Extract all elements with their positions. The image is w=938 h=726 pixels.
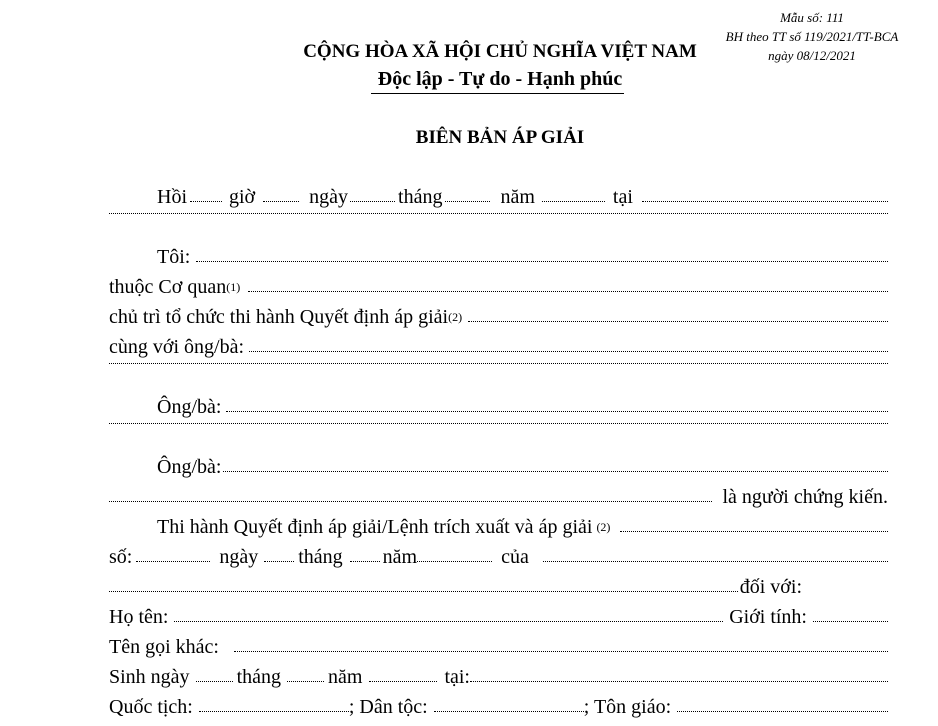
month-field[interactable] <box>445 200 490 202</box>
label-toi: Tôi: <box>157 246 191 268</box>
ethnicity-field[interactable] <box>434 710 584 712</box>
companion-continuation-row <box>109 363 888 391</box>
companion-field[interactable] <box>249 350 888 352</box>
label-tai: tại <box>612 186 633 208</box>
form-date: ngày 08/12/2021 <box>768 48 856 63</box>
birth-day-field[interactable] <box>196 680 233 682</box>
label-thi-hanh: Thi hành Quyết định áp giải/Lệnh trích xuất và áp giải <box>157 516 593 538</box>
label-sinh-ngay: Sinh ngày <box>109 666 190 688</box>
form-legal-basis: BH theo TT số 119/2021/TT-BCA <box>725 29 899 44</box>
label-ton-giao: ; Tôn giáo: <box>583 696 672 718</box>
label-cung-voi: cùng với ông/bà: <box>109 336 244 358</box>
label-ngay: ngày <box>309 186 349 208</box>
agency-field[interactable] <box>248 290 888 292</box>
decision-month-field[interactable] <box>350 560 380 562</box>
birth-row <box>109 663 888 691</box>
label-ngay-2: ngày <box>219 546 259 568</box>
gender-field[interactable] <box>813 620 888 622</box>
companion-row <box>109 333 888 361</box>
label-tai-2: tại: <box>444 666 470 688</box>
person1-field-continued[interactable] <box>109 422 888 424</box>
label-ong-ba-2: Ông/bà: <box>157 456 222 478</box>
place-field[interactable] <box>642 200 888 202</box>
person1-row <box>157 393 888 421</box>
label-hoi: Hồi <box>157 186 187 208</box>
label-doi-voi: đối với: <box>739 576 802 598</box>
name-gender-row <box>109 603 888 631</box>
label-ong-ba-1: Ông/bà: <box>157 396 222 418</box>
time-place-row <box>157 183 888 211</box>
birth-year-field[interactable] <box>369 680 437 682</box>
label-ho-ten: Họ tên: <box>109 606 169 628</box>
label-thang-2: tháng <box>298 546 343 568</box>
place-continuation-row <box>109 213 888 241</box>
label-thuoc-co-quan: thuộc Cơ quan <box>109 276 227 298</box>
label-nam: năm <box>500 186 535 208</box>
form-number: Mẫu số: 111 <box>780 10 844 25</box>
national-title: CỘNG HÒA XÃ HỘI CHỦ NGHĨA VIỆT NAM <box>303 41 697 62</box>
decision-number-field[interactable] <box>136 560 210 562</box>
label-gioi-tinh: Giới tính: <box>729 606 807 628</box>
label-chung-kien: là người chứng kiến. <box>722 486 888 508</box>
decision-field[interactable] <box>468 320 888 322</box>
minute-field[interactable] <box>263 200 299 202</box>
execution-row: Thi hành Quyết định áp giải/Lệnh trích xuất và áp giải $^{(2)}$ <box>157 513 888 541</box>
full-name-field[interactable] <box>174 620 723 622</box>
witness-row <box>109 483 888 511</box>
day-field[interactable] <box>350 200 395 202</box>
issuer-field[interactable] <box>543 560 888 562</box>
person2-row <box>157 453 888 481</box>
label-chu-tri: chủ trì tổ chức thi hành Quyết định áp giải <box>109 306 449 328</box>
birthplace-field[interactable] <box>470 680 888 682</box>
nationality-row <box>109 693 888 721</box>
person2-field-continued[interactable] <box>109 500 712 502</box>
label-quoc-tich: Quốc tịch: <box>109 696 193 718</box>
nationality-field[interactable] <box>199 710 349 712</box>
alias-field[interactable] <box>234 650 888 652</box>
religion-field[interactable] <box>677 710 888 712</box>
alias-row <box>109 633 888 661</box>
label-thang-3: tháng <box>236 666 281 688</box>
document-title: BIÊN BẢN ÁP GIẢI <box>415 127 585 148</box>
motto-underline <box>371 93 624 94</box>
label-thang: tháng <box>398 186 443 208</box>
label-ten-goi-khac: Tên gọi khác: <box>109 636 219 658</box>
label-gio: giờ <box>229 186 256 208</box>
decision-number-row <box>109 543 888 571</box>
officer-row <box>157 243 888 271</box>
person1-continuation-row <box>109 423 888 451</box>
year-field[interactable] <box>542 200 605 202</box>
place-field-continued[interactable] <box>109 212 888 214</box>
person1-field[interactable] <box>226 410 888 412</box>
label-dan-toc: ; Dân tộc: <box>348 696 428 718</box>
label-cua: của <box>501 546 529 568</box>
issuer-field-continued[interactable] <box>109 590 738 592</box>
lead-row: chủ trì tổ chức thi hành Quyết định áp giải $^{(2)}$ <box>109 303 888 331</box>
subject-row <box>109 573 888 601</box>
decision-year-field[interactable] <box>417 560 492 562</box>
agency-row: thuộc Cơ quan $^{(1)}$ <box>109 273 888 301</box>
officer-name-field[interactable] <box>196 260 888 262</box>
label-nam-2: năm <box>382 546 418 568</box>
hour-field[interactable] <box>190 200 222 202</box>
person2-field[interactable] <box>223 470 888 472</box>
label-so: số: <box>109 546 133 568</box>
label-nam-3: năm <box>328 666 363 688</box>
companion-field-continued[interactable] <box>109 362 888 364</box>
birth-month-field[interactable] <box>287 680 324 682</box>
national-motto: Độc lập - Tự do - Hạnh phúc <box>377 68 623 90</box>
execution-field[interactable] <box>620 530 888 532</box>
decision-day-field[interactable] <box>264 560 294 562</box>
